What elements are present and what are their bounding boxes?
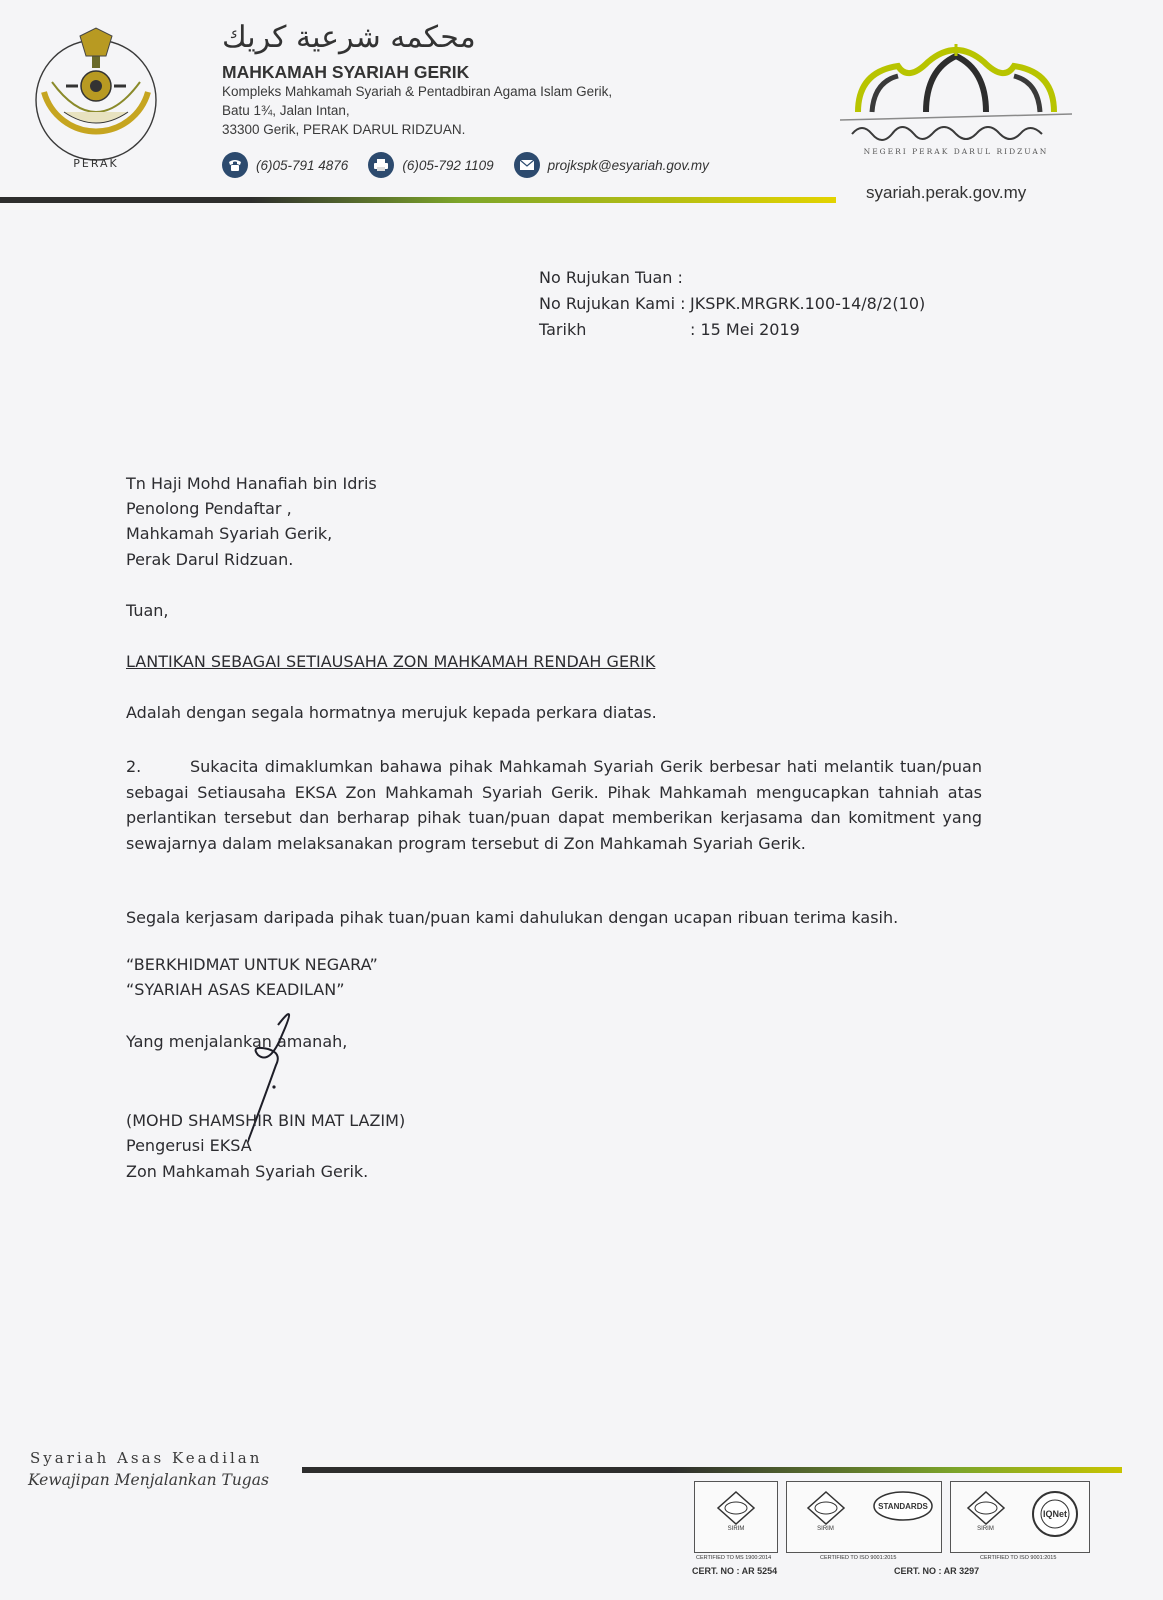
fax-icon [368, 152, 394, 178]
fax-contact [368, 152, 493, 178]
address-line-1: Kompleks Mahkamah Syariah & Pentadbiran Agama Islam Gerik, [222, 84, 613, 99]
envelope-icon [514, 152, 540, 178]
email-address: projkspk@esyariah.gov.my [547, 157, 709, 173]
date-label: Tarikh [539, 320, 587, 339]
paragraph-1: Adalah dengan segala hormatnya merujuk kepada perkara diatas. [126, 703, 657, 722]
sirim-quality-badge: SIRIM [956, 1490, 1016, 1544]
handwritten-signature [248, 1005, 316, 1165]
emblem-label: PERAK [73, 157, 119, 170]
iqnet-seal-icon [1031, 1490, 1079, 1538]
our-ref-value: JKSPK.MRGRK.100-14/8/2(10) [690, 294, 926, 313]
sirim-diamond-icon [966, 1490, 1006, 1526]
sirim-quality-badge: SIRIM [796, 1490, 856, 1544]
cert-number-1: CERT. NO : AR 5254 [692, 1566, 778, 1576]
closing-line: Yang menjalankan amanah, [126, 1032, 348, 1051]
signatory-title: Pengerusi EKSA [126, 1136, 252, 1155]
sirim-quality-badge: SIRIM [706, 1490, 766, 1544]
header-divider [0, 197, 836, 203]
phone-icon [222, 152, 248, 178]
slogan-2: “SYARIAH ASAS KEADILAN” [126, 980, 345, 999]
perak-state-emblem [30, 22, 162, 182]
sirim-diamond-icon [806, 1490, 846, 1526]
address-line-3: 33300 Gerik, PERAK DARUL RIDZUAN. [222, 122, 466, 137]
cert-box-iso9001-b [950, 1481, 1090, 1553]
your-ref-label: No Rujukan Tuan : [539, 268, 683, 287]
recipient-line-4: Perak Darul Ridzuan. [126, 550, 294, 569]
cert-box-iso9001-a [786, 1481, 942, 1553]
logo-caption: NEGERI PERAK DARUL RIDZUAN [863, 147, 1049, 156]
paragraph-3: Segala kerjasam daripada pihak tuan/puan kami dahulukan dengan ucapan ribuan terima kasih. [126, 908, 899, 927]
contact-row [222, 152, 729, 178]
syariah-dome-logo [838, 42, 1074, 162]
footer-divider [302, 1467, 1122, 1473]
signatory-org: Zon Mahkamah Syariah Gerik. [126, 1162, 369, 1181]
letter-subject: LANTIKAN SEBAGAI SETIAUSAHA ZON MAHKAMAH RENDAH GERIK [126, 652, 656, 671]
cert-note-3: CERTIFIED TO ISO 9001:2015 [980, 1555, 1057, 1561]
date-value: : 15 Mei 2019 [690, 320, 800, 339]
svg-text:IQNet: IQNet [1042, 1509, 1067, 1519]
paragraph-2-number: 2. [126, 757, 142, 776]
footer-motto: Syariah Asas Keadilan [30, 1449, 263, 1467]
paragraph-2 [126, 754, 982, 856]
paragraph-2-text: Sukacita dimaklumkan bahawa pihak Mahkamah Syariah Gerik berbesar hati melantik tuan/puan sebagai Setiausaha EKSA Zon Mahkamah Syariah Gerik. Pihak Mahkamah mengucapkan tahniah atas perlantikan tersebut dan berharap pihak tuan/puan dapat memberikan kerjasama dan komitment yang sewajarnya dalam melaksanakan program tersebut di Zon Mahkamah Syariah Gerik. [126, 757, 982, 853]
footer-tagline: Kewajipan Menjalankan Tugas [28, 1471, 269, 1489]
signatory-name: (MOHD SHAMSHIR BIN MAT LAZIM) [126, 1111, 406, 1130]
salutation: Tuan, [126, 601, 169, 620]
court-name-arabic: محكمه شرعية كريك [222, 20, 476, 55]
standards-oval-icon [872, 1490, 934, 1526]
recipient-line-1: Tn Haji Mohd Hanafiah bin Idris [126, 474, 377, 493]
standards-malaysia-badge [873, 1490, 933, 1544]
svg-text:STANDARDS: STANDARDS [877, 1502, 928, 1511]
cert-note-1: CERTIFIED TO MS 1900:2014 [696, 1555, 772, 1561]
recipient-line-3: Mahkamah Syariah Gerik, [126, 524, 333, 543]
cert-number-2: CERT. NO : AR 3297 [894, 1566, 980, 1576]
cert-note-2: CERTIFIED TO ISO 9001:2015 [820, 1555, 897, 1561]
recipient-line-2: Penolong Pendaftar , [126, 499, 292, 518]
website-url[interactable]: syariah.perak.gov.my [866, 183, 1027, 202]
cert-box-ms1900 [694, 1481, 778, 1553]
slogan-1: “BERKHIDMAT UNTUK NEGARA” [126, 955, 378, 974]
phone-contact [222, 152, 348, 178]
iqnet-badge [1025, 1490, 1085, 1544]
phone-number: (6)05-791 4876 [256, 157, 349, 173]
fax-number: (6)05-792 1109 [402, 157, 494, 173]
court-name: MAHKAMAH SYARIAH GERIK [222, 62, 470, 82]
sirim-diamond-icon [716, 1490, 756, 1526]
our-ref-label: No Rujukan Kami : [539, 294, 686, 313]
address-line-2: Batu 1¾, Jalan Intan, [222, 103, 350, 118]
email-contact [514, 152, 709, 178]
